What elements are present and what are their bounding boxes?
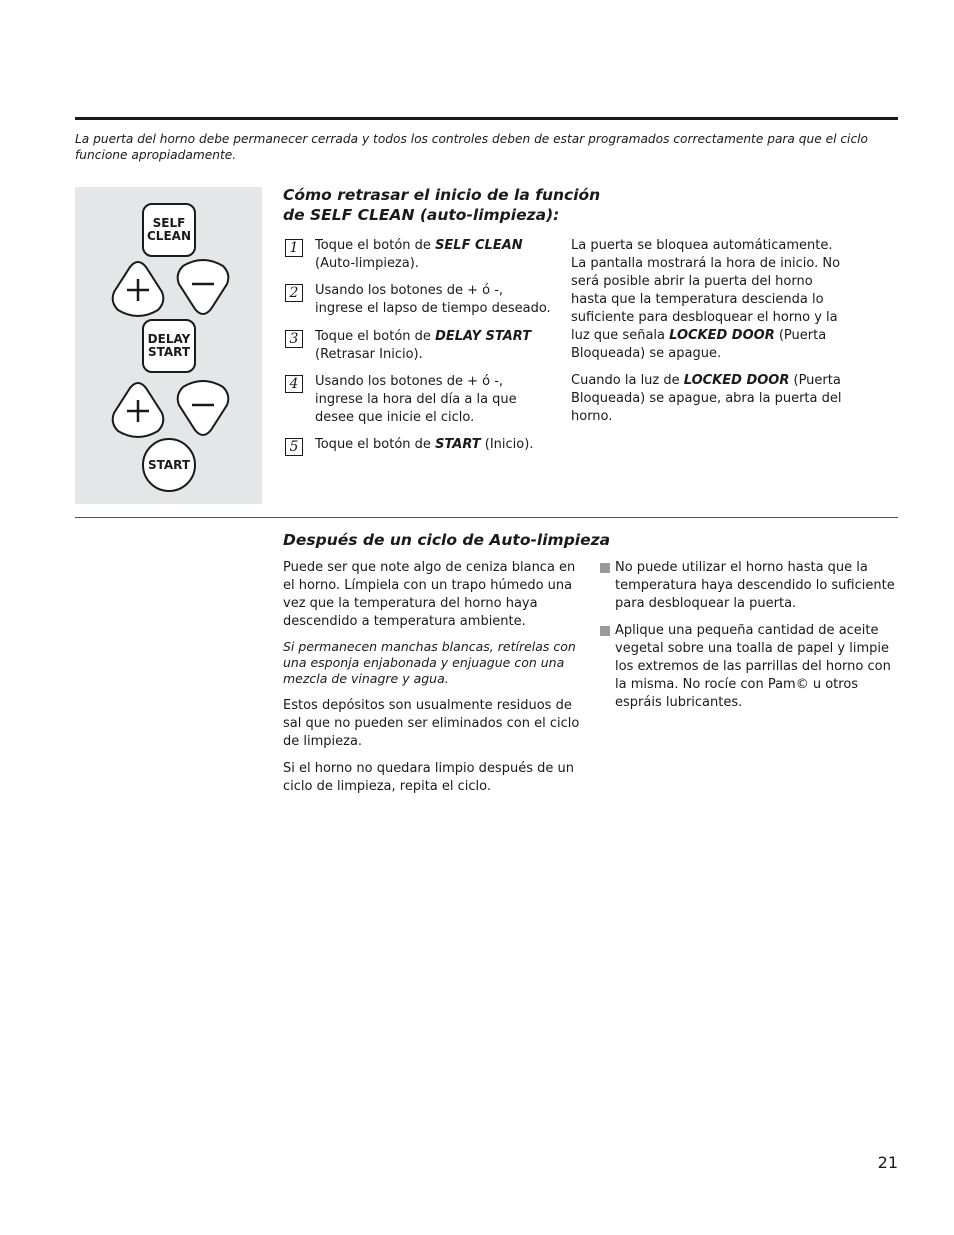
section1-title: Cómo retrasar el inicio de la función de SELF CLEAN (auto-limpieza): [283,186,601,224]
white-spots-note: Si permanecen manchas blancas, retírelas con una esponja enjabonada y enjuague con una mezcla de vinagre y agua. [283,639,576,686]
bullet-item: No puede utilizar el horno hasta que la temperatura haya descendido lo suficiente para desbloquear la puerta. [600,559,898,619]
ash-paragraph: Puede ser que note algo de ceniza blanca en el horno. Límpiela con un trapo húmedo una vez que la temperatura del horno haya descendido a temperatura ambiente. [283,560,576,629]
start-button[interactable]: START [142,438,196,492]
step-4 [285,373,555,431]
step-number: 4 [285,375,303,393]
top-rule [75,117,898,120]
bullet-square-icon [600,626,610,636]
step-number: 1 [285,239,303,257]
step-number: 2 [285,284,303,302]
step-text: Toque el botón de SELF CLEAN (Auto-limpieza). [315,238,523,271]
locked-door-info: La puerta se bloquea automáticamente. La pantalla mostrará la hora de inicio. No será posible abrir la puerta del horno hasta que la temperatura descienda lo suficiente para desbloquear el horno y la luz que señala LOCKED DOOR (Puerta Bloqueada) se apague. [571,238,841,361]
step-text: Toque el botón de START (Inicio). [315,437,534,452]
step-text: Usando los botones de + ó -, ingrese el lapso de tiempo deseado. [315,283,551,316]
step-number: 5 [285,438,303,456]
intro-note: La puerta del horno debe permanecer cerrada y todos los controles deben de estar programados correctamente para que el ciclo funcione apropiadamente. [75,132,868,162]
plus-minus-pair-1 [108,258,234,318]
step-number: 3 [285,330,303,348]
minus-button-2 [178,381,229,435]
section2-title: Después de un ciclo de Auto-limpieza [283,531,611,549]
delay-start-button[interactable]: DELAY START [142,319,196,373]
section-divider [75,517,898,518]
repeat-cycle-paragraph: Si el horno no quedara limpio después de un ciclo de limpieza, repita el ciclo. [283,761,574,794]
self-clean-button[interactable]: SELF CLEAN [142,203,196,257]
step-text: Usando los botones de + ó -, ingrese la hora del día a la que desee que inicie el ciclo. [315,374,517,425]
page-number: 21 [877,1153,898,1172]
salt-residue-paragraph: Estos depósitos son usualmente residuos de sal que no pueden ser eliminados con el ciclo de limpieza. [283,698,580,749]
step-1 [285,237,555,277]
minus-button-1 [178,260,229,314]
step-text: Toque el botón de DELAY START (Retrasar Inicio). [315,329,532,362]
step-3 [285,328,555,368]
step-2 [285,282,555,322]
bullet-square-icon [600,563,610,573]
control-panel-illustration [75,187,262,504]
step-5 [285,436,555,458]
plus-minus-pair-2 [108,379,234,439]
open-door-info: Cuando la luz de LOCKED DOOR (Puerta Bloqueada) se apague, abra la puerta del horno. [571,373,842,424]
bullet-item: Aplique una pequeña cantidad de aceite vegetal sobre una toalla de papel y limpie los extremos de las parrillas del horno con la misma. No rocíe con Pam© u otros espráis lubricantes. [600,622,898,717]
